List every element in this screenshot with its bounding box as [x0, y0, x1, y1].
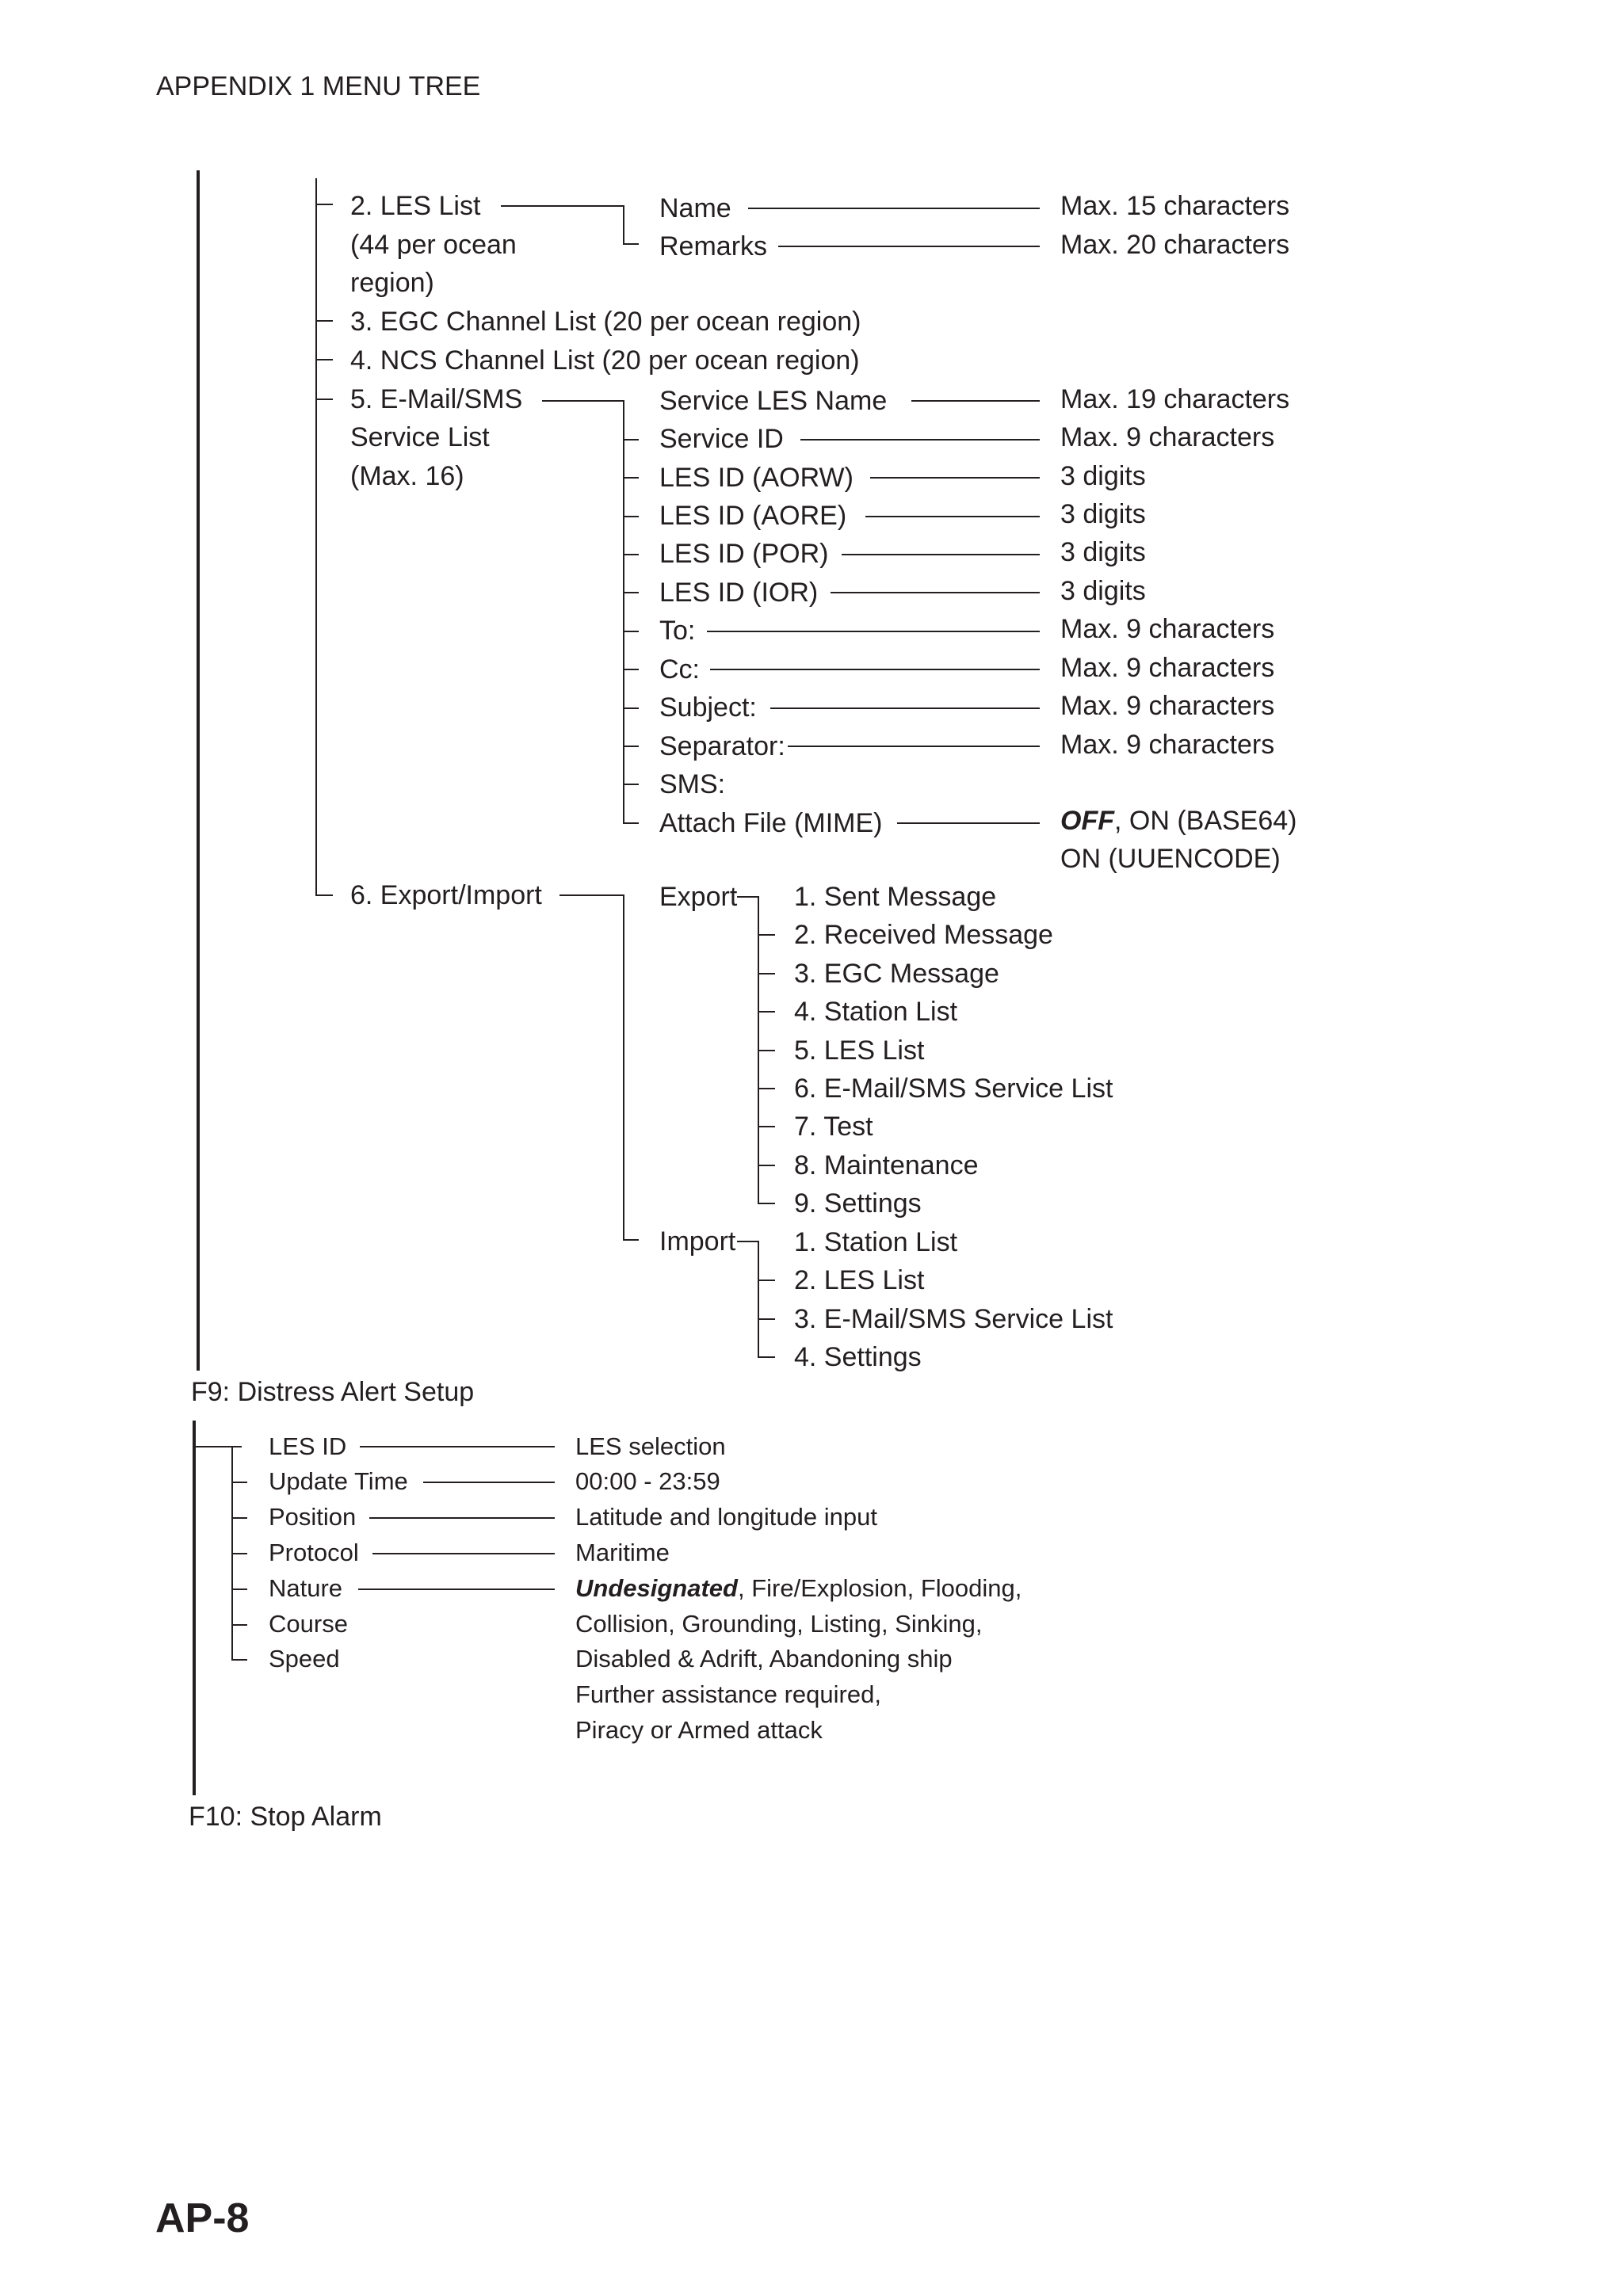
- attach-file-default: OFF: [1060, 806, 1114, 836]
- export-item: 1. Sent Message: [794, 882, 997, 912]
- connector: [559, 894, 624, 896]
- page-number: AP-8: [155, 2195, 250, 2241]
- f9-value: LES selection: [575, 1432, 726, 1460]
- tick: [623, 822, 639, 824]
- export-item: 5. LES List: [794, 1035, 925, 1066]
- tick: [623, 746, 639, 747]
- email-sms-item-name: LES ID (AORE): [659, 501, 847, 531]
- tick: [758, 1203, 775, 1204]
- f9-trunk-line: [193, 1421, 196, 1795]
- leader-line: [831, 592, 1040, 593]
- egc-channel-list: 3. EGC Channel List (20 per ocean region): [350, 307, 861, 337]
- leader-line: [911, 400, 1040, 402]
- import-item: 2. LES List: [794, 1265, 925, 1295]
- leader-line: [842, 554, 1040, 555]
- tick: [315, 320, 333, 322]
- tick: [623, 439, 639, 441]
- tick: [758, 973, 775, 974]
- email-sms-item-value: 3 digits: [1060, 499, 1146, 529]
- tick: [623, 669, 639, 670]
- connector: [623, 894, 624, 1241]
- email-sms-item-name: LES ID (POR): [659, 539, 829, 569]
- nature-options-text: Piracy or Armed attack: [575, 1716, 823, 1744]
- f9-value: 00:00 - 23:59: [575, 1467, 720, 1495]
- tick: [315, 894, 333, 896]
- level1-connector: [315, 178, 317, 894]
- tick: [758, 934, 775, 936]
- tree-trunk-line: [197, 170, 200, 1371]
- nature-options-text: , Fire/Explosion, Flooding,: [737, 1574, 1022, 1602]
- tick: [758, 1011, 775, 1013]
- export-item: 8. Maintenance: [794, 1150, 979, 1180]
- email-sms-item-value: 3 digits: [1060, 461, 1146, 491]
- tick: [623, 784, 639, 785]
- export-label: Export: [659, 882, 738, 912]
- nature-options-text: Collision, Grounding, Listing, Sinking,: [575, 1610, 983, 1638]
- f9-title: F9: Distress Alert Setup: [191, 1377, 475, 1407]
- tick: [758, 1126, 775, 1127]
- leader-line: [707, 631, 1040, 632]
- connector: [623, 205, 624, 245]
- connector: [737, 1241, 759, 1242]
- les-list-item-name: Name: [659, 193, 731, 223]
- connector: [623, 243, 639, 245]
- tick: [315, 399, 333, 400]
- attach-file-value: [1060, 807, 1297, 834]
- f9-item: Speed: [269, 1645, 340, 1672]
- export-item: 9. Settings: [794, 1188, 922, 1219]
- tick: [623, 631, 639, 632]
- tick: [758, 1356, 775, 1358]
- email-sms-item-value: Max. 19 characters: [1060, 384, 1290, 414]
- import-label: Import: [659, 1226, 736, 1257]
- import-item: 3. E-Mail/SMS Service List: [794, 1304, 1113, 1334]
- ncs-channel-list: 4. NCS Channel List (20 per ocean region): [350, 345, 860, 376]
- nature-options: [575, 1576, 1022, 1600]
- leader-line: [770, 707, 1040, 709]
- tick: [758, 1088, 775, 1089]
- export-item: 6. E-Mail/SMS Service List: [794, 1074, 1113, 1104]
- email-sms-item-name: LES ID (IOR): [659, 578, 819, 608]
- tick: [758, 1318, 775, 1320]
- les-list-label: (44 per ocean: [350, 230, 517, 260]
- export-item: 2. Received Message: [794, 920, 1053, 950]
- email-sms-item-name: Separator:: [659, 731, 785, 761]
- tick: [231, 1589, 247, 1590]
- page-header: APPENDIX 1 MENU TREE: [156, 71, 481, 101]
- export-item: 7. Test: [794, 1112, 873, 1142]
- leader-line: [423, 1482, 555, 1483]
- leader-line: [360, 1446, 555, 1447]
- tick: [231, 1482, 247, 1483]
- tick: [315, 204, 333, 205]
- tick: [231, 1517, 247, 1519]
- leader-line: [865, 516, 1040, 517]
- leader-line: [870, 477, 1040, 479]
- f9-item: Update Time: [269, 1467, 408, 1495]
- f9-item: Protocol: [269, 1539, 359, 1566]
- export-item: 4. Station List: [794, 997, 958, 1027]
- tick: [758, 1050, 775, 1051]
- les-list-label: region): [350, 268, 434, 298]
- f9-item: Course: [269, 1610, 348, 1638]
- email-sms-item-value: Max. 9 characters: [1060, 653, 1275, 683]
- tick: [623, 516, 639, 517]
- email-sms-item-name: SMS:: [659, 769, 726, 799]
- email-sms-item-name: Cc:: [659, 654, 700, 685]
- email-sms-label: 5. E-Mail/SMS: [350, 384, 523, 414]
- connector: [542, 400, 624, 402]
- connector: [623, 1239, 639, 1241]
- attach-file-value-line2: ON (UUENCODE): [1060, 844, 1281, 874]
- export-import-label: 6. Export/Import: [350, 880, 542, 910]
- tick: [758, 1165, 775, 1166]
- les-list-label: 2. LES List: [350, 191, 481, 221]
- email-sms-item-name: Subject:: [659, 692, 757, 723]
- tick: [231, 1553, 247, 1554]
- les-list-item-value: Max. 15 characters: [1060, 191, 1290, 221]
- leader-line: [788, 746, 1040, 747]
- nature-default: Undesignated: [575, 1574, 738, 1602]
- f9-item: LES ID: [269, 1432, 347, 1460]
- email-sms-item-name: Attach File (MIME): [659, 808, 883, 838]
- leader-line: [800, 439, 1040, 441]
- export-item: 3. EGC Message: [794, 959, 999, 989]
- tick: [623, 477, 639, 479]
- leader-line: [778, 246, 1040, 247]
- tick: [623, 592, 639, 593]
- connector: [193, 1446, 242, 1447]
- leader-line: [369, 1517, 555, 1519]
- les-list-item-name: Remarks: [659, 231, 768, 261]
- nature-options-text: Disabled & Adrift, Abandoning ship: [575, 1645, 953, 1672]
- les-list-item-value: Max. 20 characters: [1060, 230, 1290, 260]
- f9-item: Position: [269, 1503, 357, 1531]
- connector: [758, 1241, 759, 1358]
- email-sms-item-name: To:: [659, 616, 696, 646]
- email-sms-label: (Max. 16): [350, 461, 464, 491]
- email-sms-item-value: Max. 9 characters: [1060, 422, 1275, 452]
- email-sms-label: Service List: [350, 422, 490, 452]
- connector: [737, 896, 759, 898]
- leader-line: [710, 669, 1040, 670]
- tick: [623, 554, 639, 555]
- f9-value: Maritime: [575, 1539, 670, 1566]
- email-sms-item-value: Max. 9 characters: [1060, 730, 1275, 760]
- leader-line: [748, 208, 1040, 209]
- import-item: 1. Station List: [794, 1227, 958, 1257]
- tick: [623, 707, 639, 709]
- email-sms-item-value: Max. 9 characters: [1060, 691, 1275, 721]
- email-sms-item-name: LES ID (AORW): [659, 463, 854, 493]
- connector: [623, 400, 624, 824]
- nature-options-text: Further assistance required,: [575, 1680, 881, 1708]
- import-item: 4. Settings: [794, 1342, 922, 1372]
- tick: [758, 1280, 775, 1281]
- attach-file-options: , ON (BASE64): [1113, 806, 1297, 836]
- tick: [231, 1624, 247, 1626]
- tick: [315, 359, 333, 360]
- f10-title: F10: Stop Alarm: [189, 1802, 382, 1832]
- email-sms-item-name: Service ID: [659, 424, 784, 454]
- tick: [231, 1659, 247, 1661]
- leader-line: [897, 822, 1040, 824]
- email-sms-item-value: 3 digits: [1060, 576, 1146, 606]
- email-sms-item-value: Max. 9 characters: [1060, 614, 1275, 644]
- leader-line: [358, 1589, 555, 1590]
- leader-line: [372, 1553, 555, 1554]
- email-sms-item-value: 3 digits: [1060, 537, 1146, 567]
- email-sms-item-name: Service LES Name: [659, 386, 888, 416]
- connector: [501, 205, 624, 207]
- f9-item: Nature: [269, 1574, 343, 1602]
- f9-value: Latitude and longitude input: [575, 1503, 877, 1531]
